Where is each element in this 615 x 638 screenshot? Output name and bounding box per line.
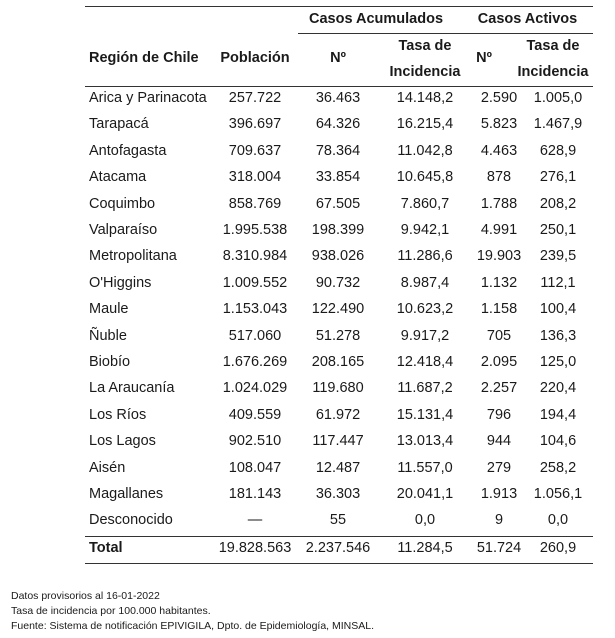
cell-region: Maule — [89, 301, 129, 318]
cell-poblacion: 396.697 — [228, 116, 282, 133]
cell-acum-tasa: 14.148,2 — [396, 90, 454, 106]
cell-act-n: 4.463 — [480, 142, 518, 159]
cell-act-tasa: 125,0 — [539, 354, 577, 370]
cell-act-n: 705 — [486, 327, 512, 344]
group-header-acumulados: Casos Acumulados — [308, 11, 444, 27]
cell-act-tasa: 1.056,1 — [533, 486, 583, 502]
cell-act-n: 51.724 — [476, 540, 522, 556]
cell-region: Los Lagos — [89, 433, 156, 450]
cell-poblacion: 19.828.563 — [218, 540, 292, 556]
cell-act-n: 944 — [486, 433, 512, 450]
cell-acum-n: 36.303 — [315, 486, 361, 502]
table-notes — [11, 589, 374, 634]
cell-act-tasa: 112,1 — [540, 274, 576, 291]
header-bottom-rule — [85, 86, 593, 87]
group-header-rule — [298, 33, 593, 34]
cell-act-n: 5.823 — [480, 116, 518, 133]
col-header-poblacion: Población — [220, 50, 290, 66]
cell-region: La Araucanía — [89, 380, 175, 397]
cell-acum-tasa: 10.623,2 — [396, 301, 454, 318]
cell-region: Desconocido — [89, 512, 173, 529]
cell-acum-n: 33.854 — [315, 169, 361, 186]
cell-act-n: 2.095 — [480, 354, 518, 370]
cell-acum-n: 122.490 — [311, 301, 365, 318]
table-row — [85, 328, 593, 354]
cell-acum-n: 117.447 — [312, 433, 364, 450]
table-row — [85, 275, 593, 301]
col-header-acum-tasa-1: Tasa de — [398, 38, 452, 54]
col-header-act-n: Nº — [476, 50, 492, 66]
cell-act-tasa: 136,3 — [539, 327, 577, 344]
cell-poblacion: 181.143 — [228, 486, 282, 502]
cell-act-n: 1.913 — [480, 486, 518, 502]
cell-acum-n: 12.487 — [315, 459, 361, 476]
cell-poblacion: 8.310.984 — [222, 248, 288, 265]
cell-act-tasa: 1.467,9 — [533, 116, 583, 133]
cell-act-n: 1.788 — [480, 195, 518, 212]
cell-region: Atacama — [89, 169, 147, 186]
cell-acum-tasa: 11.286,6 — [397, 248, 453, 265]
cell-region: Los Ríos — [89, 406, 147, 423]
cell-region: Total — [89, 540, 123, 556]
cell-acum-n: 208.165 — [311, 354, 365, 370]
cell-act-n: 4.991 — [480, 222, 518, 238]
cell-acum-tasa: 16.215,4 — [396, 116, 454, 133]
table-row — [85, 512, 593, 538]
cell-region: Antofagasta — [89, 142, 167, 159]
cell-poblacion: 1.995.538 — [222, 222, 288, 238]
cell-acum-tasa: 7.860,7 — [400, 195, 450, 212]
cell-acum-n: 36.463 — [315, 90, 361, 106]
cell-acum-tasa: 11.557,0 — [397, 459, 453, 476]
cell-acum-n: 55 — [329, 512, 347, 529]
cell-act-tasa: 104,6 — [539, 433, 577, 450]
col-header-acum-tasa-2: Incidencia — [389, 64, 461, 80]
table-row — [85, 380, 593, 406]
cell-act-n: 279 — [486, 459, 512, 476]
cell-acum-tasa: 11.284,5 — [397, 540, 453, 556]
cell-acum-n: 61.972 — [315, 406, 361, 423]
cell-acum-tasa: 9.917,2 — [400, 327, 450, 344]
cell-poblacion: 108.047 — [228, 459, 282, 476]
table-row — [85, 460, 593, 486]
cell-poblacion: 517.060 — [228, 327, 282, 344]
cell-acum-tasa: 9.942,1 — [400, 222, 450, 238]
cell-acum-n: 51.278 — [315, 327, 361, 344]
cell-region: Aisén — [89, 459, 126, 476]
table-row — [85, 407, 593, 433]
table-row — [85, 196, 593, 222]
table-row — [85, 222, 593, 248]
cell-act-tasa: 260,9 — [539, 540, 577, 556]
table-top-rule — [85, 6, 593, 7]
cell-acum-n: 2.237.546 — [305, 540, 371, 556]
cell-poblacion: 858.769 — [228, 195, 282, 212]
table-row — [85, 433, 593, 459]
cell-act-tasa: 194,4 — [539, 406, 577, 423]
cell-acum-n: 198.399 — [311, 222, 365, 238]
cell-act-tasa: 628,9 — [539, 142, 577, 159]
cell-region: Arica y Parinacota — [89, 90, 207, 106]
cell-acum-tasa: 13.013,4 — [396, 433, 454, 450]
table-bottom-rule — [85, 563, 593, 564]
cell-acum-tasa: 15.131,4 — [396, 406, 454, 423]
cell-act-n: 2.590 — [480, 90, 518, 106]
cell-acum-tasa: 11.042,8 — [397, 142, 453, 159]
cell-acum-n: 78.364 — [315, 142, 361, 159]
cell-poblacion: 709.637 — [228, 142, 282, 159]
cell-acum-tasa: 12.418,4 — [396, 354, 454, 370]
cell-act-tasa: 208,2 — [539, 195, 577, 212]
cell-poblacion: 318.004 — [228, 169, 282, 186]
cell-poblacion: — — [247, 512, 263, 529]
cell-act-tasa: 220,4 — [539, 380, 577, 397]
cell-region: Magallanes — [89, 486, 164, 502]
cell-acum-tasa: 20.041,1 — [396, 486, 454, 502]
cell-acum-tasa: 10.645,8 — [396, 169, 454, 186]
cell-poblacion: 409.559 — [228, 406, 282, 423]
cell-poblacion: 257.722 — [228, 90, 282, 106]
cell-region: O'Higgins — [89, 274, 152, 291]
cell-acum-n: 64.326 — [315, 116, 361, 133]
note-source: Fuente: Sistema de notificación EPIVIGILA, Dpto. de Epidemiología, MINSAL. — [11, 620, 375, 632]
cell-region: Tarapacá — [89, 116, 149, 133]
table-row — [85, 301, 593, 327]
cell-acum-tasa: 0,0 — [414, 512, 436, 529]
table-row — [85, 354, 593, 380]
table-row — [85, 486, 593, 512]
cell-act-tasa: 258,2 — [539, 459, 577, 476]
cell-region: Ñuble — [89, 327, 127, 344]
cell-poblacion: 1.009.552 — [222, 274, 288, 291]
cell-act-tasa: 239,5 — [539, 248, 577, 265]
cell-poblacion: 1.153.043 — [222, 301, 288, 318]
cell-acum-n: 938.026 — [311, 248, 365, 265]
cell-poblacion: 1.676.269 — [222, 354, 288, 370]
table-row — [85, 169, 593, 195]
cell-act-n: 9 — [494, 512, 504, 529]
cell-acum-n: 90.732 — [315, 274, 361, 291]
cell-act-n: 2.257 — [480, 380, 518, 397]
total-top-rule — [85, 536, 593, 537]
table-row — [85, 248, 593, 274]
cell-act-tasa: 276,1 — [539, 169, 577, 186]
cell-acum-tasa: 8.987,4 — [400, 274, 450, 291]
cell-act-n: 878 — [486, 169, 512, 186]
group-header-activos: Casos Activos — [477, 11, 578, 27]
cell-act-n: 1.132 — [480, 274, 518, 291]
cell-acum-n: 119.680 — [312, 380, 364, 397]
cell-act-n: 796 — [486, 406, 512, 423]
cell-region: Valparaíso — [89, 222, 158, 238]
cell-act-tasa: 250,1 — [539, 222, 577, 238]
col-header-act-tasa-2: Incidencia — [517, 64, 589, 80]
cell-act-n: 19.903 — [476, 248, 522, 265]
note-rate-definition: Tasa de incidencia por 100.000 habitantes. — [11, 605, 211, 617]
cell-acum-tasa: 11.687,2 — [397, 380, 453, 397]
col-header-region: Región de Chile — [89, 50, 199, 66]
cell-act-tasa: 1.005,0 — [533, 90, 583, 106]
cell-region: Biobío — [89, 354, 131, 370]
cell-region: Coquimbo — [89, 195, 156, 212]
cell-poblacion: 1.024.029 — [222, 380, 288, 397]
col-header-act-tasa-1: Tasa de — [526, 38, 580, 54]
note-provisional-date: Datos provisorios al 16-01-2022 — [11, 590, 160, 602]
cell-region: Metropolitana — [89, 248, 177, 265]
cell-act-n: 1.158 — [480, 301, 518, 318]
table-row — [85, 90, 593, 116]
table-row — [85, 116, 593, 142]
cell-poblacion: 902.510 — [228, 433, 282, 450]
cell-act-tasa: 0,0 — [547, 512, 569, 529]
table-row — [85, 143, 593, 169]
cell-act-tasa: 100,4 — [539, 301, 577, 318]
col-header-acum-n: Nº — [330, 50, 346, 66]
cell-acum-n: 67.505 — [315, 195, 361, 212]
